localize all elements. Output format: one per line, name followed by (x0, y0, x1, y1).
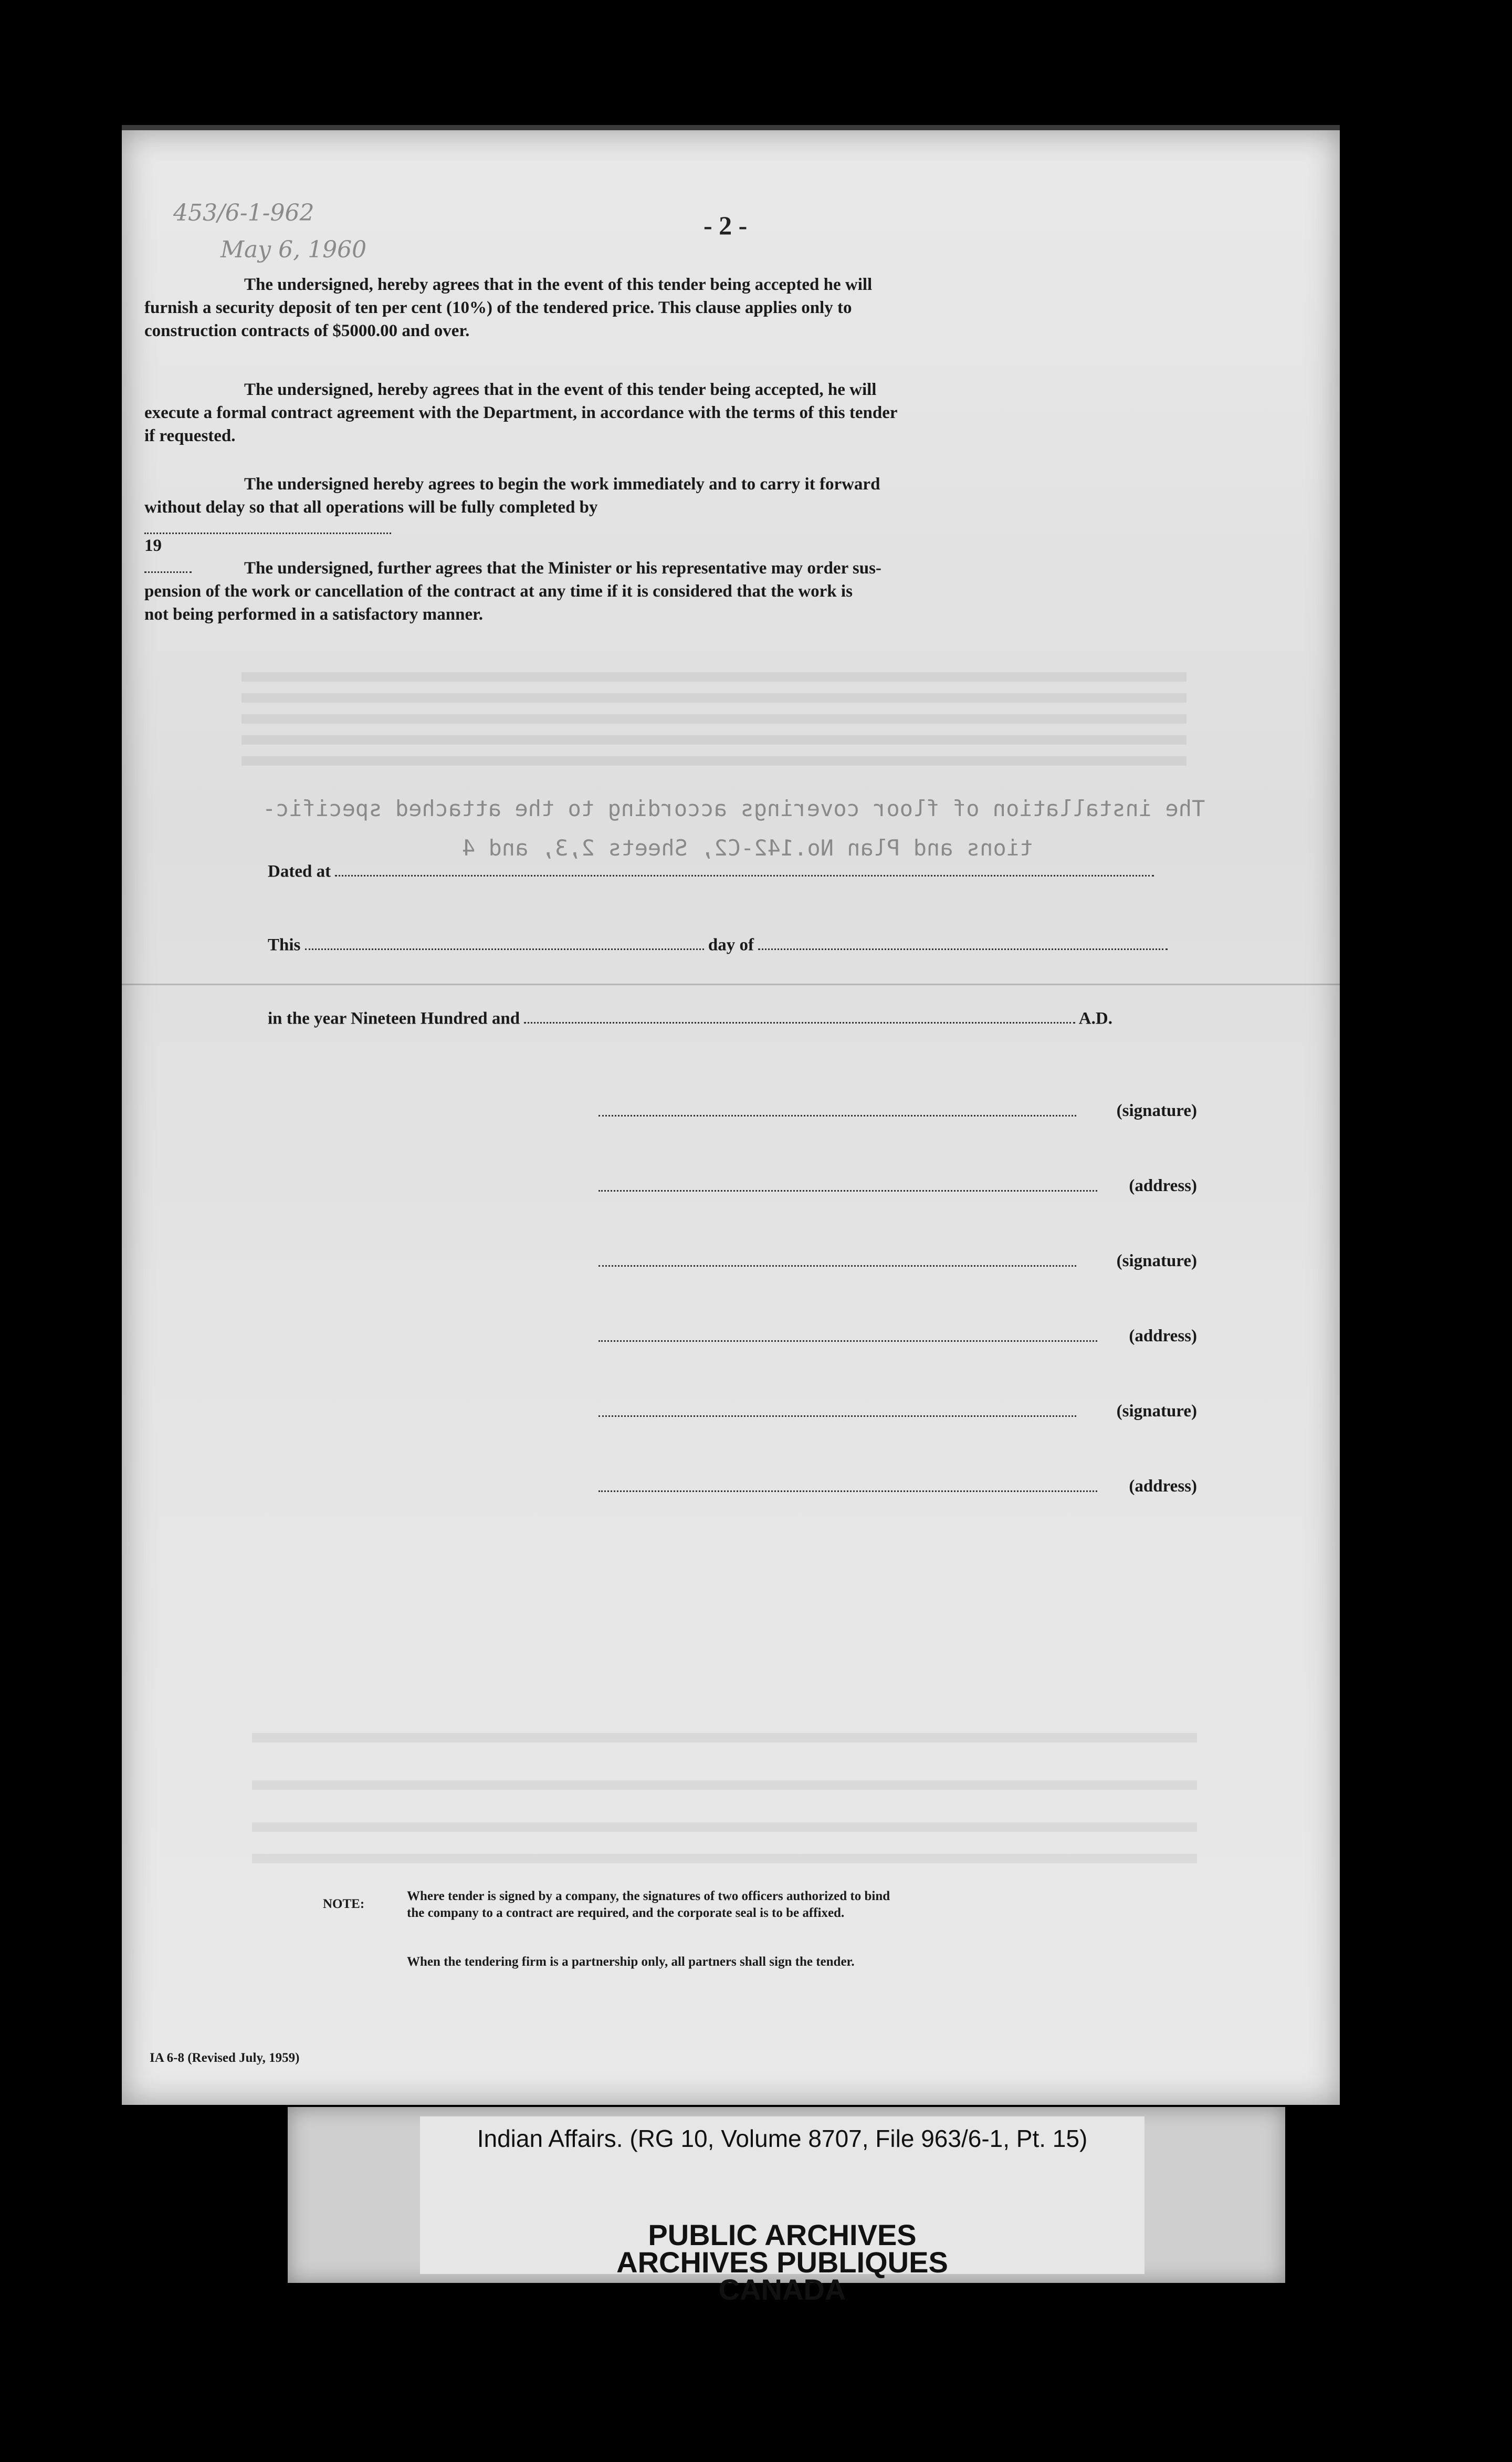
year-row (268, 1008, 1112, 1028)
bleed-through-mark (252, 1733, 1197, 1743)
signature-field[interactable] (598, 1115, 1076, 1117)
paragraph-line: The undersigned hereby agrees to begin the work immediately and to carry it forward (244, 475, 880, 494)
address-field[interactable] (598, 1340, 1097, 1342)
day-of-label: day of (708, 935, 754, 955)
note-text-line: Where tender is signed by a company, the signatures of two officers authorized to bind (407, 1889, 890, 1903)
year-prefix: 19 (144, 536, 162, 556)
form-number: IA 6-8 (Revised July, 1959) (150, 2051, 300, 2065)
paragraph-line: execute a formal contract agreement with the Department, in accordance with the terms of this tender (144, 403, 898, 422)
address-row-1 (598, 1173, 1197, 1196)
security-deposit-paragraph (144, 273, 1189, 342)
address-label: (address) (1129, 1327, 1197, 1345)
dated-at-row (268, 861, 1154, 881)
signature-field[interactable] (598, 1265, 1076, 1267)
contract-agreement-paragraph (144, 378, 1189, 447)
paragraph-line-text: without delay so that all operations will be fully completed by (144, 498, 598, 517)
paragraph-line: The undersigned, further agrees that the Minister or his representative may order sus- (244, 559, 881, 578)
public-archives-stamp (420, 2218, 1144, 2306)
bleed-through-typed-line: tions and Plan No.142-C2, Sheets 2,3, and 4 (462, 835, 1033, 861)
address-row-2 (598, 1323, 1197, 1346)
dated-at-label: Dated at (268, 862, 331, 881)
paragraph-line: furnish a security deposit of ten per cent (10%) of the tendered price. This clause applies only to (144, 298, 852, 317)
bleed-through-mark (242, 714, 1186, 724)
bleed-through-mark (252, 1822, 1197, 1832)
signature-label: (signature) (1116, 1101, 1197, 1120)
paragraph-line: construction contracts of $5000.00 and over. (144, 321, 470, 340)
address-row-3 (598, 1473, 1197, 1496)
address-field[interactable] (598, 1190, 1097, 1192)
stamp-line: CANADA (718, 2273, 846, 2306)
ad-label: A.D. (1078, 1009, 1112, 1028)
paragraph-line: The undersigned, hereby agrees that in the event of this tender being accepted he will (244, 275, 873, 294)
signature-label: (signature) (1116, 1251, 1197, 1270)
address-field[interactable] (598, 1490, 1097, 1492)
this-day-row (268, 935, 1168, 955)
note-label: NOTE: (323, 1897, 365, 1911)
bleed-through-mark (242, 672, 1186, 682)
stamp-line: PUBLIC ARCHIVES (648, 2218, 917, 2251)
signature-row-3 (598, 1398, 1197, 1421)
archive-reference: Indian Affairs. (RG 10, Volume 8707, File 963/6-1, Pt. 15) (477, 2125, 1088, 2152)
paragraph-line: not being performed in a satisfactory manner. (144, 605, 483, 624)
suspension-paragraph (144, 557, 1189, 626)
bleed-through-mark (252, 1780, 1197, 1790)
signature-row-1 (598, 1098, 1197, 1121)
stamp-line: ARCHIVES PUBLIQUES (616, 2246, 948, 2279)
address-label: (address) (1129, 1477, 1197, 1496)
this-field[interactable] (305, 935, 704, 950)
bleed-through-mark (242, 756, 1186, 766)
signature-field[interactable] (598, 1415, 1076, 1417)
signature-label: (signature) (1116, 1402, 1197, 1421)
paragraph-line: pension of the work or cancellation of the contract at any time if it is considered that the work is (144, 582, 853, 601)
completion-date-field[interactable] (144, 519, 391, 534)
note-text-line: the company to a contract are required, and the corporate seal is to be affixed. (407, 1906, 845, 1920)
paragraph-line: The undersigned, hereby agrees that in the event of this tender being accepted, he will (244, 380, 877, 399)
bleed-through-mark (252, 1854, 1197, 1863)
day-of-field[interactable] (758, 935, 1168, 950)
handwritten-file-ref: 453/6-1-962 (173, 200, 314, 226)
signature-row-2 (598, 1248, 1197, 1271)
bleed-through-mark (242, 735, 1186, 745)
paragraph-line: if requested. (144, 426, 236, 445)
bleed-through-mark (242, 693, 1186, 703)
dated-at-field[interactable] (335, 861, 1154, 877)
handwritten-date: May 6, 1960 (220, 236, 367, 263)
year-label: in the year Nineteen Hundred and (268, 1009, 520, 1028)
this-label: This (268, 935, 301, 955)
partnership-note: When the tendering firm is a partnership only, all partners shall sign the tender. (407, 1955, 855, 1969)
address-label: (address) (1129, 1176, 1197, 1195)
year-field[interactable] (524, 1008, 1075, 1024)
bleed-through-typed-line: The installation of floor coverings according to the attached specific- (262, 796, 1205, 821)
page-number: - 2 - (704, 211, 748, 240)
